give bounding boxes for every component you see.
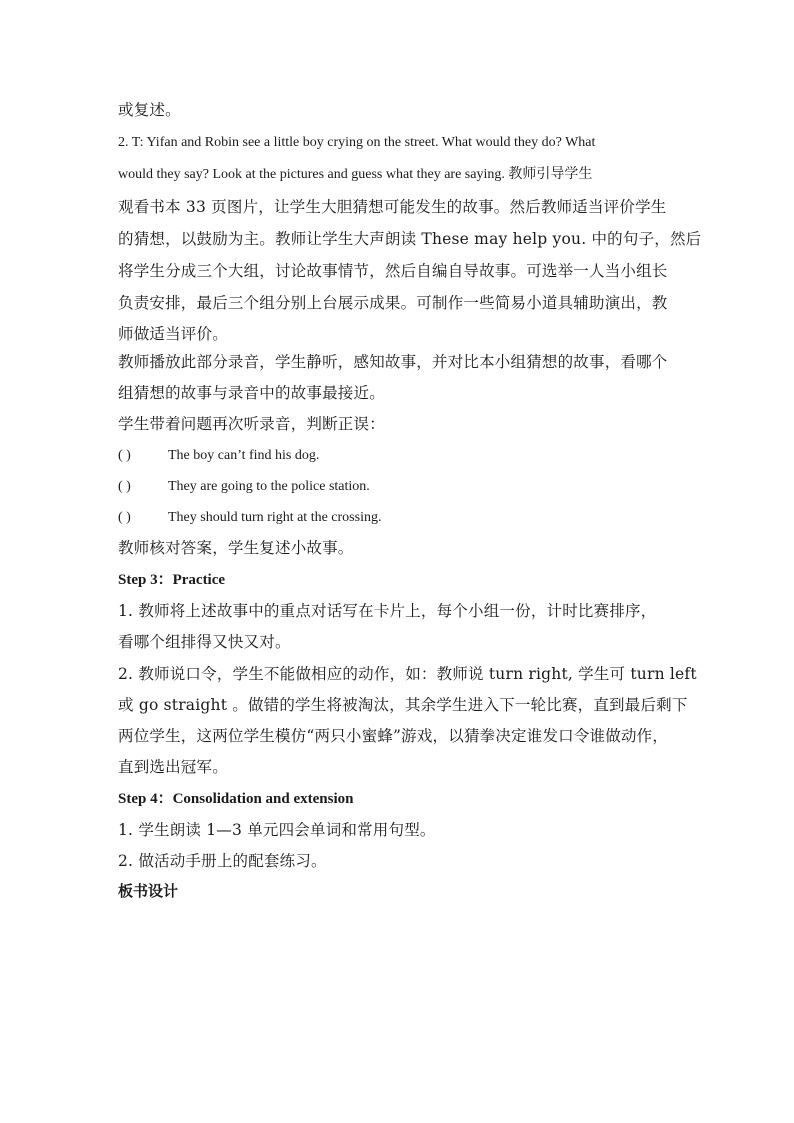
text-line: 组猜想的故事与录音中的故事最接近。 [118, 384, 385, 402]
quiz-statement: They are going to the police station. [168, 479, 370, 494]
text-line: 直到选出冠军。 [118, 758, 228, 776]
text-line: 2. 做活动手册上的配套练习。 [118, 852, 327, 870]
text-line: 教师核对答案，学生复述小故事。 [118, 539, 354, 557]
quiz-statement: They should turn right at the crossing. [168, 510, 382, 525]
text-line: 师做适当评价。 [118, 325, 228, 343]
text-line: 观看书本 33 页图片，让学生大胆猜想可能发生的故事。然后教师适当评价学生 [118, 198, 667, 216]
text-line: 两位学生，这两位学生模仿“两只小蜜蜂”游戏，以猜拳决定谁发口令谁做动作， [118, 727, 669, 745]
text-line: 1. 学生朗读 1—3 单元四会单词和常用句型。 [118, 821, 436, 839]
quiz-item [118, 508, 381, 528]
text-line: 教师播放此部分录音，学生静听，感知故事，并对比本小组猜想的故事，看哪个 [118, 353, 668, 371]
text-line: 1. 教师将上述故事中的重点对话写在卡片上，每个小组一份，计时比赛排序， [118, 602, 657, 620]
quiz-statement: The boy can’t find his dog. [168, 448, 320, 463]
step3-heading: Step 3：Practice [118, 572, 226, 588]
text-line: 负责安排，最后三个组分别上台展示成果。可制作一些简易小道具辅助演出，教 [118, 294, 668, 312]
text-line: 看哪个组排得又快又对。 [118, 633, 291, 651]
quiz-item [118, 446, 319, 466]
answer-blank: ( ) [118, 448, 131, 463]
board-design-heading: 板书设计 [118, 882, 179, 900]
text-line: 的猜想，以鼓励为主。教师让学生大声朗读 These may help you. 中的句子，然后 [118, 230, 702, 248]
text-line: 2. 教师说口令，学生不能做相应的动作，如：教师说 turn right, 学生可 turn left [118, 665, 697, 683]
text-line: 学生带着问题再次听录音，判断正误： [118, 415, 385, 433]
text-line: 2. T: Yifan and Robin see a little boy crying on the street. What would they do? What [118, 135, 596, 150]
text-line: 或 go straight 。做错的学生将被淘汰，其余学生进入下一轮比赛，直到最后剩下 [118, 696, 688, 714]
text-line: 将学生分成三个大组，讨论故事情节，然后自编自导故事。可选举一人当小组长 [118, 262, 668, 280]
text-line: 或复述。 [118, 101, 181, 119]
answer-blank: ( ) [118, 479, 131, 494]
text-line: would they say? Look at the pictures and guess what they are saying. 教师引导学生 [118, 167, 593, 182]
step4-heading: Step 4：Consolidation and extension [118, 791, 354, 807]
quiz-item [118, 477, 370, 497]
answer-blank: ( ) [118, 510, 131, 525]
